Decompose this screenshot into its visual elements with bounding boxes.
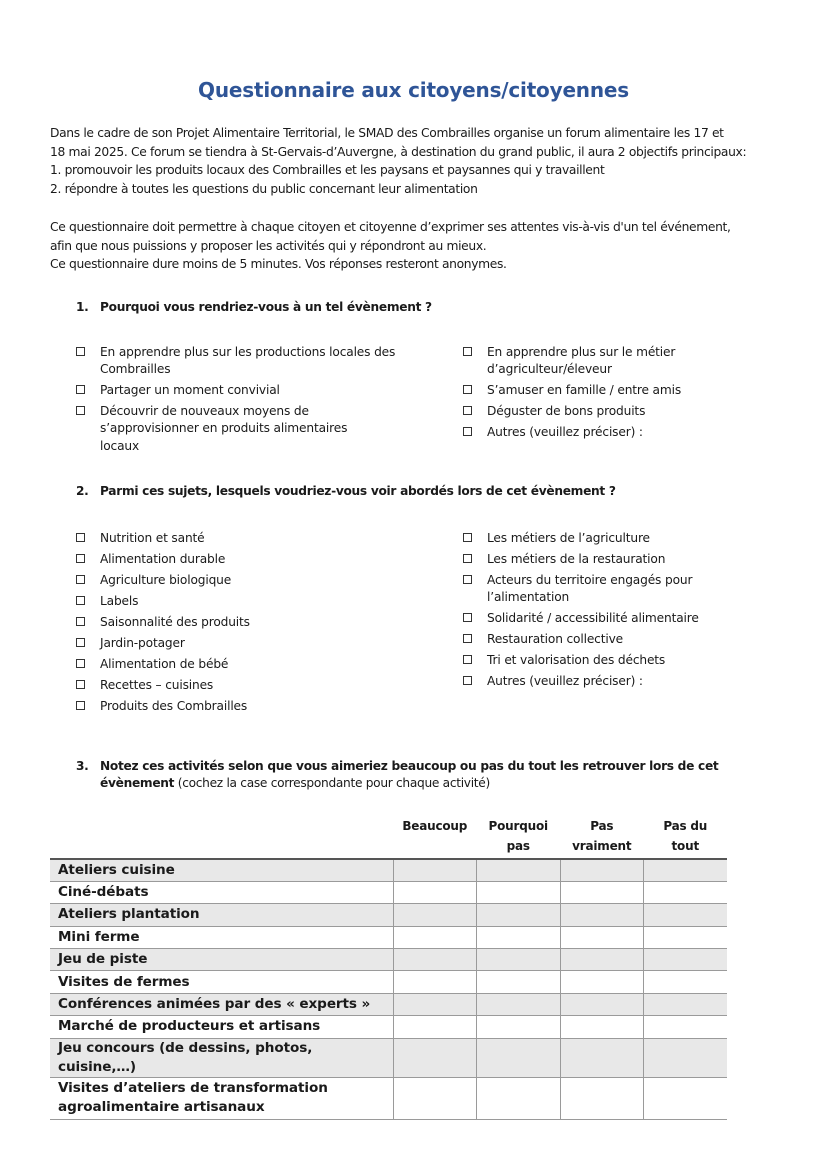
checkbox-option[interactable] [463,403,703,420]
activity-name: Marché de producteurs et artisans [50,1016,393,1038]
rating-cell-pas-du-tout[interactable] [644,949,728,971]
table-row [50,1077,727,1119]
checkbox-icon[interactable] [463,554,472,563]
rating-cell-beaucoup[interactable] [393,904,477,926]
table-row [50,1038,727,1077]
rating-cell-pas-du-tout[interactable] [644,1038,728,1077]
rating-cell-pas-vraiment[interactable] [560,859,644,881]
option-label: Saisonnalité des produits [100,615,250,629]
rating-cell-pas-du-tout[interactable] [644,971,728,993]
table-row [50,949,727,971]
rating-cell-beaucoup[interactable] [393,926,477,948]
rating-cell-beaucoup[interactable] [393,993,477,1015]
checkbox-icon[interactable] [76,680,85,689]
activity-name: Ciné-débats [50,881,393,903]
checkbox-option[interactable] [463,610,733,627]
header-pas-du-tout: Pas du tout [663,819,708,853]
rating-cell-pas-vraiment[interactable] [560,1077,644,1119]
checkbox-icon[interactable] [463,575,472,584]
activity-name: Jeu de piste [50,949,393,971]
header-pas-vraiment: Pas vraiment [572,819,632,853]
table-header-row [50,812,727,859]
checkbox-option[interactable] [463,652,733,669]
rating-cell-pas-vraiment[interactable] [560,949,644,971]
header-pourquoi-pas: Pourquoi pas [488,819,548,853]
option-label: Acteurs du territoire engagés pour l’alimentation [487,573,693,605]
intro-paragraph-2 [50,218,785,274]
rating-cell-pas-du-tout[interactable] [644,1016,728,1038]
intro-line: Ce questionnaire dure moins de 5 minutes. Vos réponses resteront anonymes. [50,257,507,272]
rating-cell-pourquoi-pas[interactable] [477,881,561,903]
intro-line: afin que nous puissions y proposer les activités qui y répondront au mieux. [50,238,487,253]
rating-cell-pas-du-tout[interactable] [644,1077,728,1119]
intro-line: Ce questionnaire doit permettre à chaque citoyen et citoyenne d’exprimer ses attentes vis-à-vis d'un tel événement, [50,220,731,234]
option-label: Partager un moment convivial [100,383,280,398]
option-label: Les métiers de l’agriculture [487,531,650,545]
checkbox-icon[interactable] [76,701,85,710]
table-row [50,904,727,926]
option-label: Alimentation de bébé [100,657,229,671]
intro-paragraph-1 [50,124,785,198]
checkbox-option[interactable] [463,572,718,606]
activity-name: Visites d’ateliers de transformation agroalimentaire artisanaux [50,1077,393,1119]
table-row [50,859,727,881]
question-1-left-options [76,344,396,459]
activity-name: Visites de fermes [50,971,393,993]
option-label: Autres (veuillez préciser) : [487,674,643,689]
checkbox-option[interactable] [76,572,396,589]
intro-line: 18 mai 2025. Ce forum se tiendra à St-Gervais-d’Auvergne, à destination du grand public, il aura 2 objectifs principaux: [50,144,747,159]
rating-cell-pourquoi-pas[interactable] [477,949,561,971]
checkbox-icon[interactable] [463,385,472,394]
activity-name: Mini ferme [50,926,393,948]
rating-cell-pas-du-tout[interactable] [644,859,728,881]
page-title: Questionnaire aux citoyens/citoyennes [198,78,629,102]
question-3-heading [76,758,756,792]
checkbox-icon[interactable] [76,406,85,415]
activity-name: Ateliers plantation [50,904,393,926]
rating-cell-pourquoi-pas[interactable] [477,971,561,993]
option-label: Jardin-potager [100,636,185,650]
rating-cell-beaucoup[interactable] [393,1077,477,1119]
checkbox-icon[interactable] [463,634,472,643]
rating-cell-pas-du-tout[interactable] [644,881,728,903]
question-1-right-options [463,344,703,445]
option-label: Autres (veuillez préciser) : [487,425,643,440]
checkbox-option[interactable] [76,614,396,631]
checkbox-option[interactable] [463,382,703,399]
checkbox-icon[interactable] [463,406,472,415]
checkbox-option[interactable] [76,677,396,694]
rating-cell-beaucoup[interactable] [393,859,477,881]
checkbox-icon[interactable] [76,575,85,584]
rating-cell-pourquoi-pas[interactable] [477,1038,561,1077]
rating-cell-pourquoi-pas[interactable] [477,926,561,948]
rating-cell-pourquoi-pas[interactable] [477,1077,561,1119]
rating-cell-pourquoi-pas[interactable] [477,859,561,881]
table-row [50,971,727,993]
checkbox-icon[interactable] [76,659,85,668]
question-number: 1. [76,300,89,314]
question-2-left-options [76,530,396,719]
checkbox-icon[interactable] [76,617,85,626]
question-text-bold: évènement [100,776,175,790]
option-label: Déguster de bons produits [487,404,646,419]
table-row [50,926,727,948]
question-text: Pourquoi vous rendriez-vous à un tel évènement ? [100,300,432,314]
question-text: Parmi ces sujets, lesquels voudriez-vous voir abordés lors de cet évènement ? [100,484,616,498]
question-1-heading [76,299,432,316]
option-label: En apprendre plus sur le métier d’agriculteur/éleveur [487,345,676,377]
checkbox-option[interactable] [463,551,733,568]
rating-cell-pas-vraiment[interactable] [560,1038,644,1077]
checkbox-icon[interactable] [76,638,85,647]
activity-name: Ateliers cuisine [50,859,393,881]
checkbox-icon[interactable] [463,676,472,685]
checkbox-icon[interactable] [76,533,85,542]
checkbox-option-other[interactable] [463,673,733,690]
checkbox-icon[interactable] [76,347,85,356]
option-label: Alimentation durable [100,552,226,566]
intro-line: Dans le cadre de son Projet Alimentaire Territorial, le SMAD des Combrailles organise un forum alimentaire les 17 et [50,126,724,140]
checkbox-icon[interactable] [76,596,85,605]
rating-cell-pas-du-tout[interactable] [644,993,728,1015]
checkbox-icon[interactable] [463,655,472,664]
rating-cell-pourquoi-pas[interactable] [477,904,561,926]
option-label: Agriculture biologique [100,573,232,587]
activity-name: Jeu concours (de dessins, photos, cuisine,…) [50,1038,393,1077]
checkbox-icon[interactable] [463,427,472,436]
option-label: Labels [100,594,139,608]
question-number: 3. [76,759,89,773]
checkbox-option[interactable] [76,656,396,673]
option-label: En apprendre plus sur les productions locales des Combrailles [100,345,396,377]
rating-cell-beaucoup[interactable] [393,971,477,993]
checkbox-option-other[interactable] [463,424,703,441]
checkbox-option[interactable] [76,635,396,652]
rating-cell-pas-vraiment[interactable] [560,926,644,948]
checkbox-icon[interactable] [463,533,472,542]
checkbox-icon[interactable] [76,385,85,394]
checkbox-icon[interactable] [76,554,85,563]
question-number: 2. [76,484,89,498]
header-activity [50,812,393,859]
rating-cell-pourquoi-pas[interactable] [477,993,561,1015]
rating-cell-beaucoup[interactable] [393,881,477,903]
option-label: Les métiers de la restauration [487,552,666,566]
checkbox-option[interactable] [463,631,733,648]
rating-cell-pas-du-tout[interactable] [644,926,728,948]
table-row [50,881,727,903]
question-instructions: (cochez la case correspondante pour chaque activité) [174,776,490,790]
checkbox-icon[interactable] [463,347,472,356]
rating-cell-pas-vraiment[interactable] [560,993,644,1015]
rating-cell-pas-vraiment[interactable] [560,904,644,926]
checkbox-option[interactable] [76,344,396,378]
option-label: Tri et valorisation des déchets [487,653,666,668]
activity-rating-table [50,812,727,1120]
option-label: Produits des Combrailles [100,699,248,713]
option-label: Restauration collective [487,632,623,647]
option-label: Nutrition et santé [100,531,205,545]
rating-cell-beaucoup[interactable] [393,949,477,971]
checkbox-option[interactable] [76,551,396,568]
checkbox-option[interactable] [76,698,396,715]
checkbox-option[interactable] [76,382,396,399]
option-label: Solidarité / accessibilité alimentaire [487,611,699,626]
table-row [50,993,727,1015]
rating-cell-pas-du-tout[interactable] [644,904,728,926]
option-label: Découvrir de nouveaux moyens de s’approvisionner en produits alimentaires locaux [100,404,348,453]
activity-name: Conférences animées par des « experts » [50,993,393,1015]
rating-cell-pas-vraiment[interactable] [560,1016,644,1038]
question-2-right-options [463,530,733,694]
checkbox-option[interactable] [76,593,396,610]
option-label: S’amuser en famille / entre amis [487,383,682,398]
rating-cell-beaucoup[interactable] [393,1038,477,1077]
rating-cell-beaucoup[interactable] [393,1016,477,1038]
rating-cell-pas-vraiment[interactable] [560,881,644,903]
checkbox-icon[interactable] [463,613,472,622]
checkbox-option[interactable] [76,530,396,547]
rating-cell-pourquoi-pas[interactable] [477,1016,561,1038]
option-label: Recettes – cuisines [100,678,214,692]
table-row [50,1016,727,1038]
question-2-heading [76,483,616,500]
header-beaucoup: Beaucoup [402,819,468,833]
rating-cell-pas-vraiment[interactable] [560,971,644,993]
question-text-bold: Notez ces activités selon que vous aimeriez beaucoup ou pas du tout les retrouver lors de cet [100,759,719,773]
checkbox-option[interactable] [463,530,733,547]
intro-line: 2. répondre à toutes les questions du public concernant leur alimentation [50,181,478,196]
checkbox-option[interactable] [76,403,366,455]
intro-line: 1. promouvoir les produits locaux des Combrailles et les paysans et paysannes qui y travaillent [50,163,605,178]
checkbox-option[interactable] [463,344,703,378]
